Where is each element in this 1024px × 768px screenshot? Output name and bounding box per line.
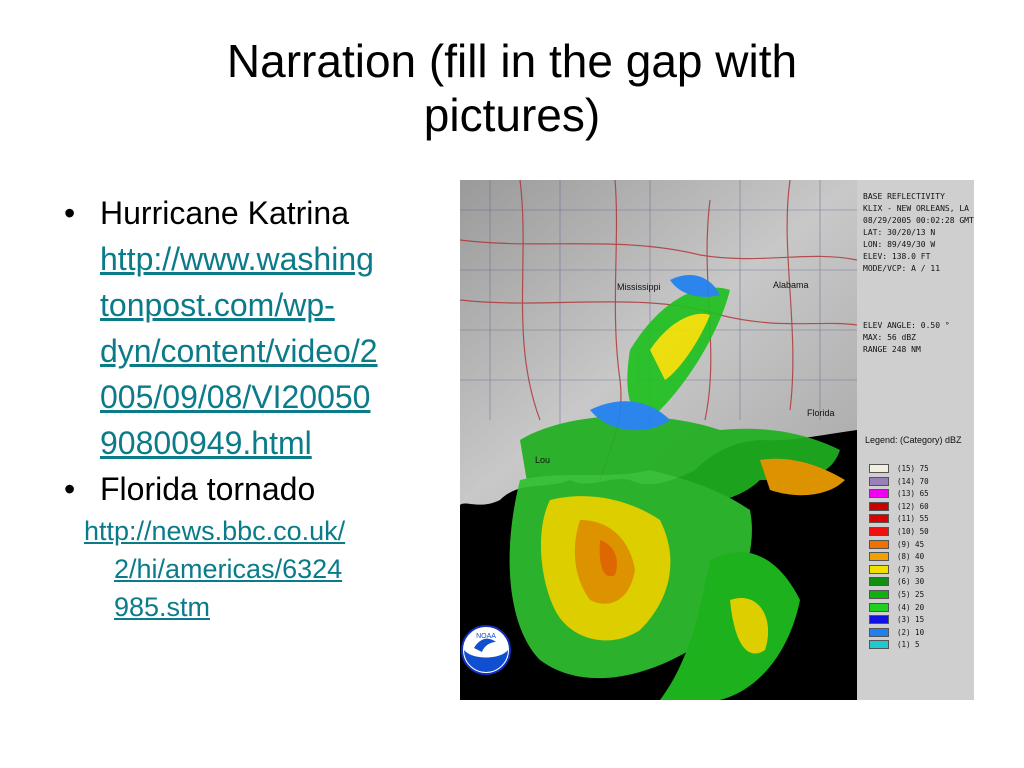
radar-info: 08/29/2005 00:02:28 GMT	[863, 216, 974, 225]
legend-swatch	[869, 577, 889, 586]
bullet-hurricane-katrina	[56, 190, 456, 466]
radar-info: KLIX - NEW ORLEANS, LA	[863, 204, 969, 213]
radar-info: LAT: 30/20/13 N	[863, 228, 936, 237]
link-line: tonpost.com/wp-	[100, 287, 335, 323]
legend-swatch	[869, 615, 889, 624]
legend-swatch	[869, 640, 889, 649]
legend-label: (14) 70	[897, 476, 929, 486]
link-line: http://news.bbc.co.uk/	[84, 516, 346, 546]
legend-label: (15) 75	[897, 464, 929, 473]
radar-info: BASE REFLECTIVITY	[863, 192, 945, 201]
radar-info: ELEV: 138.0 FT	[863, 252, 931, 261]
radar-info: ELEV ANGLE: 0.50 °	[863, 321, 950, 330]
legend-label: (6) 30	[897, 577, 925, 587]
radar-legend-panel	[857, 180, 974, 700]
legend-swatch	[869, 464, 889, 473]
bullet-label: Hurricane Katrina	[100, 195, 349, 231]
legend-swatch	[869, 565, 889, 574]
radar-info: MODE/VCP: A / 11	[863, 264, 941, 273]
radar-info: RANGE 248 NM	[863, 345, 921, 354]
bullet-florida-tornado	[56, 466, 456, 512]
legend-swatch	[869, 514, 889, 523]
legend-label: (12) 60	[897, 501, 929, 511]
katrina-video-link[interactable]	[100, 236, 456, 466]
legend-label: (13) 65	[897, 489, 929, 499]
legend-label: (2) 10	[897, 627, 925, 637]
legend-swatch	[869, 590, 889, 599]
link-line: dyn/content/video/2	[100, 333, 378, 369]
label-alabama: Alabama	[773, 280, 809, 290]
link-line: 985.stm	[114, 592, 211, 622]
label-mississippi: Mississippi	[617, 282, 661, 292]
legend-label: (10) 50	[897, 527, 929, 536]
legend-label: (5) 25	[897, 590, 925, 599]
bullet-list	[56, 190, 456, 626]
legend-swatch	[869, 540, 889, 549]
link-line: 2/hi/americas/6324	[114, 554, 343, 584]
label-louisiana: Lou	[535, 455, 551, 465]
bullet-label: Florida tornado	[100, 471, 316, 507]
legend-swatch	[869, 502, 889, 511]
title-line-2: pictures)	[423, 89, 601, 141]
legend-label: (11) 55	[897, 514, 929, 524]
legend-label: (3) 15	[897, 615, 925, 625]
title-line-1: Narration (fill in the gap with	[226, 35, 798, 87]
sub-bullet-bbc-link	[56, 512, 456, 626]
legend-label: (4) 20	[897, 602, 925, 612]
link-line: 005/09/08/VI20050	[100, 379, 371, 415]
legend-title: Legend: (Category) dBZ	[865, 435, 962, 445]
legend-swatch	[869, 527, 889, 536]
legend-swatch	[869, 489, 889, 498]
radar-info: MAX: 56 dBZ	[863, 333, 916, 342]
link-line: http://www.washing	[100, 241, 374, 277]
slide-title	[80, 34, 944, 142]
link-line: 90800949.html	[100, 425, 312, 461]
legend-swatch	[869, 552, 889, 561]
legend-swatch	[869, 603, 889, 612]
legend-label: (8) 40	[897, 552, 925, 562]
noaa-label: NOAA	[476, 633, 496, 640]
legend-label: (9) 45	[897, 539, 925, 549]
bbc-article-link[interactable]	[84, 512, 456, 626]
radar-map	[460, 180, 857, 700]
legend-label: (7) 35	[897, 564, 925, 574]
legend-swatch	[869, 477, 889, 486]
legend-label: (1) 5	[897, 640, 920, 650]
legend-swatch	[869, 628, 889, 637]
label-florida: Florida	[807, 408, 835, 418]
noaa-logo	[462, 626, 510, 674]
radar-info: LON: 89/49/30 W	[863, 240, 936, 249]
